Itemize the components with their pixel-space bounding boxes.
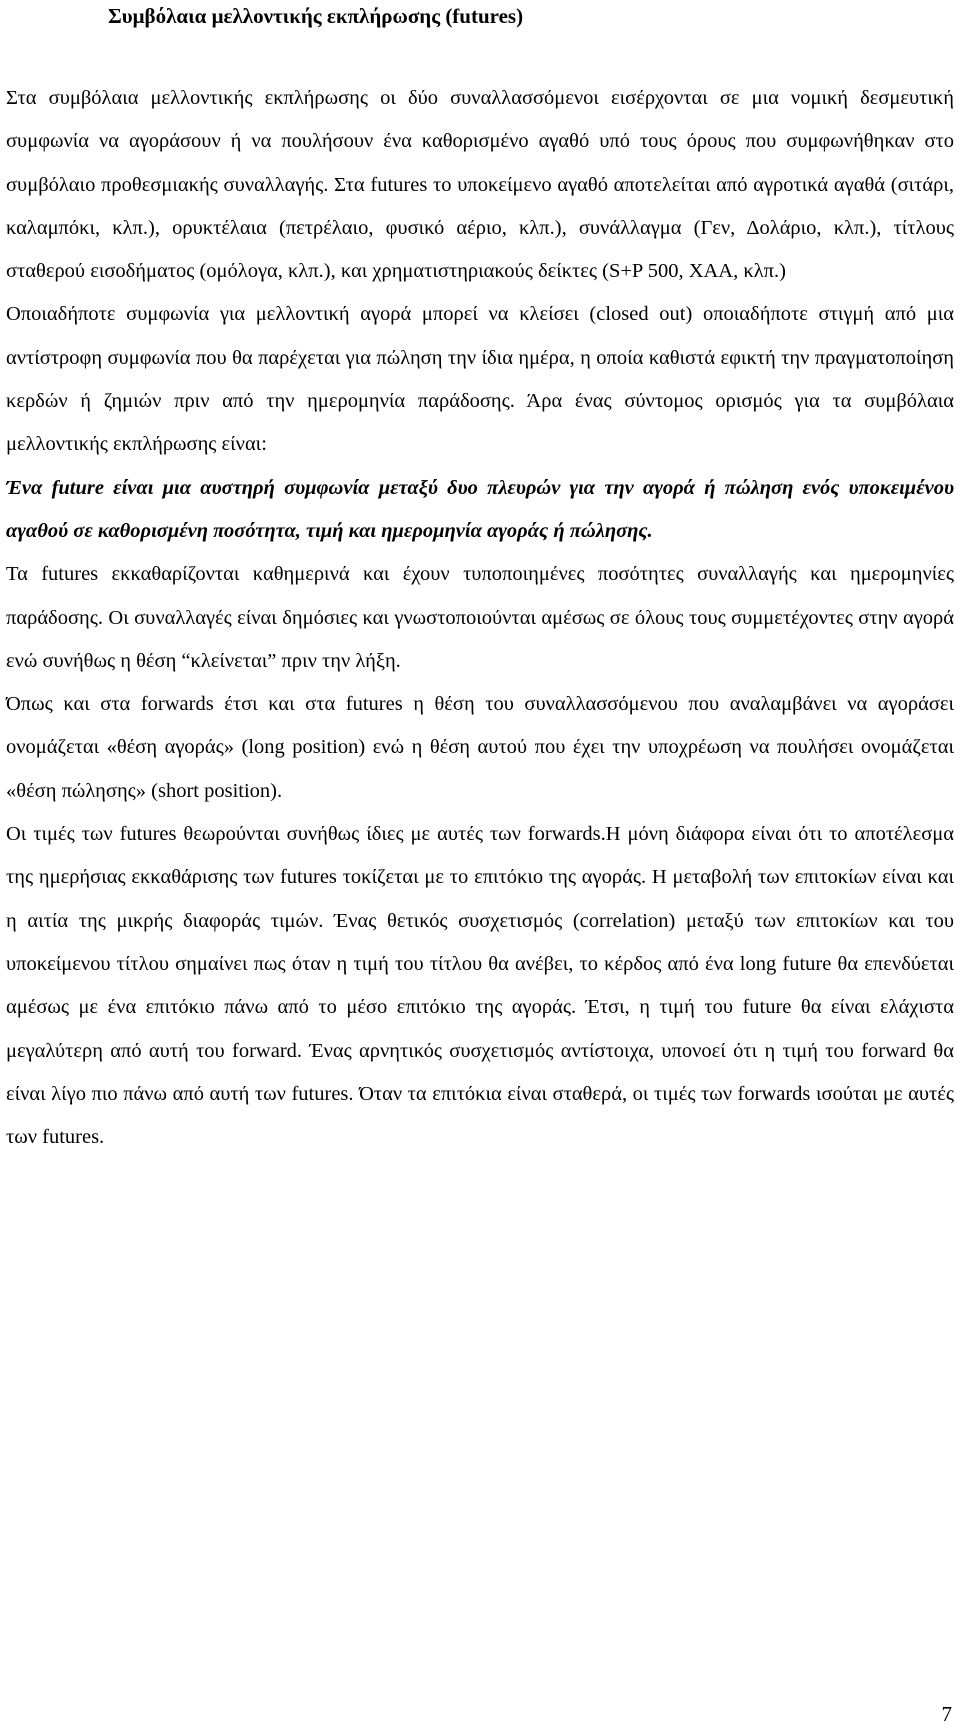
paragraph-intro: Στα συμβόλαια μελλοντικής εκπλήρωσης οι δύο συναλλασσόμενοι εισέρχονται σε μια νομική δεσμευτική συμφωνία να αγοράσουν ή να πουλήσουν ένα καθορισμένο αγαθό υπό τους όρους που συμφωνήθηκαν στο συμβόλαιο προθεσμιακής συναλλαγής. Στα futures το υποκείμενο αγαθό αποτελείται από αγροτικά αγαθά (σιτάρι, καλαμπόκι, κλπ.), ορυκτέλαια (πετρέλαιο, φυσικό αέριο, κλπ.), συνάλλαγμα (Γεν, Δολάριο, κλπ.), τίτλους σταθερού εισοδήματος (ομόλογα, κλπ.), και χρηματιστηριακούς δείκτες (S+P 500, ΧΑΑ, κλπ.) <box>6 87 954 283</box>
page-number: 7 <box>941 1702 952 1726</box>
paragraph-definition: Ένα future είναι μια αυστηρή συμφωνία μεταξύ δυο πλευρών για την αγορά ή πώληση ενός υποκειμένου αγαθού σε καθορισμένη ποσότητα, τιμή και ημερομηνία αγοράς ή πώλησης. <box>6 476 954 542</box>
paragraph-settlement: Τα futures εκκαθαρίζονται καθημερινά και έχουν τυποποιημένες ποσότητες συναλλαγής και ημερομηνίες παράδοσης. Οι συναλλαγές είναι δημόσιες και γνωστοποιούνται αμέσως σε όλους τους συμμετέχοντες στην αγορά ενώ συνήθως η θέση “κλείνεται” πριν την λήξη. <box>6 563 954 672</box>
paragraph-closing-out: Οποιαδήποτε συμφωνία για μελλοντική αγορά μπορεί να κλείσει (closed out) οποιαδήποτε στιγμή από μια αντίστροφη συμφωνία που θα παρέχεται για πώληση την ίδια ημέρα, η οποία καθιστά εφικτή την πραγματοποίηση κερδών ή ζημιών πριν από την ημερομηνία παράδοσης. Άρα ένας σύντομος ορισμός για τα συμβόλαια μελλοντικής εκπλήρωσης είναι: <box>6 303 954 456</box>
paragraph-positions: Όπως και στα forwards έτσι και στα futures η θέση του συναλλασσόμενου που αναλαμβάνει να αγοράσει ονομάζεται «θέση αγοράς» (long position) ενώ η θέση αυτού που έχει την υποχρέωση να πουλήσει ονομάζεται «θέση πώλησης» (short position). <box>6 693 954 802</box>
document-body <box>6 77 954 1159</box>
paragraph-pricing: Οι τιμές των futures θεωρούνται συνήθως ίδιες με αυτές των forwards.Η μόνη διάφορα είναι ότι το αποτέλεσμα της ημερήσιας εκκαθάρισης των futures τοκίζεται με το επιτόκιο της αγοράς. Η μεταβολή των επιτοκίων είναι και η αιτία της μικρής διαφοράς τιμών. Ένας θετικός συσχετισμός (correlation) μεταξύ των επιτοκίων και του υποκείμενου τίτλου σημαίνει πως όταν η τιμή του τίτλου θα ανέβει, το κέρδος από ένα long future θα επενδύεται αμέσως με ένα επιτόκιο πάνω από το μέσο επιτόκιο της αγοράς. Έτσι, η τιμή του future θα είναι ελάχιστα μεγαλύτερη από αυτή του forward. Ένας αρνητικός συσχετισμός αντίστοιχα, υπονοεί ότι η τιμή του forward θα είναι λίγο πιο πάνω από αυτή των futures. Όταν τα επιτόκια είναι σταθερά, οι τιμές των forwards ισούται με αυτές των futures. <box>6 823 954 1149</box>
document-title: Συμβόλαια μελλοντικής εκπλήρωσης (futures) <box>108 4 524 28</box>
